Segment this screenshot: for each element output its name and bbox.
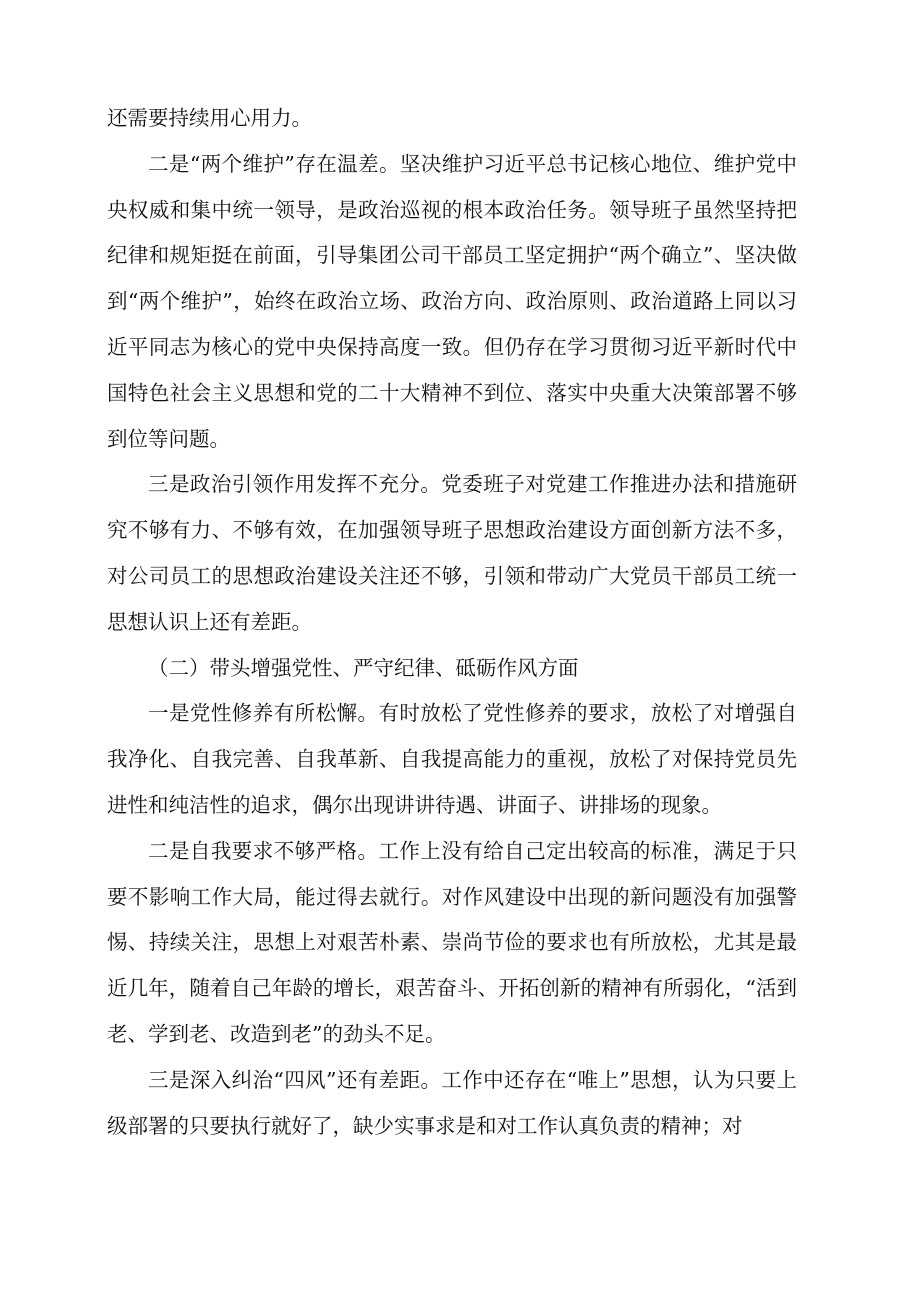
paragraph-continuation: 还需要持续用心用力。	[107, 106, 312, 130]
paragraph-four-winds: 三是深入纠治“四风”还有差距。工作中还存在“唯上”思想，认为只要上级部署的只要执行就好了，缺少实事求是和对工作认真负责的精神；对	[107, 1067, 797, 1138]
paragraph-political-leadership: 三是政治引领作用发挥不充分。党委班子对党建工作推进办法和措施研究不够有力、不够有效，在加强领导班子思想政治建设方面创新方法不多，对公司员工的思想政治建设关注还不够，引领和带动广大党员干部员工统一思想认识上还有差距。	[107, 472, 797, 634]
section-heading-two: （二）带头增强党性、严守纪律、砥砺作风方面	[148, 655, 579, 680]
paragraph-self-requirement: 二是自我要求不够严格。工作上没有给自己定出较高的标准，满足于只要不影响工作大局，能过得去就行。对作风建设中出现的新问题没有加强警惕、持续关注，思想上对艰苦朴素、崇尚节俭的要求也有所放松，尤其是最近几年，随着自己年龄的增长，艰苦奋斗、开拓创新的精神有所弱化，“活到老、学到老、改造到老”的劲头不足。	[107, 838, 797, 1046]
document-body	[107, 96, 797, 1149]
paragraph-two-maintenance: 二是“两个维护”存在温差。坚决维护习近平总书记核心地位、维护党中央权威和集中统一领导，是政治巡视的根本政治任务。领导班子虽然坚持把纪律和规矩挺在前面，引导集团公司干部员工坚定拥护“两个确立”、坚决做到“两个维护”，始终在政治立场、政治方向、政治原则、政治道路上同以习近平同志为核心的党中央保持高度一致。但仍存在学习贯彻习近平新时代中国特色社会主义思想和党的二十大精神不到位、落实中央重大决策部署不够到位等问题。	[107, 151, 797, 451]
paragraph-party-spirit: 一是党性修养有所松懈。有时放松了党性修养的要求，放松了对增强自我净化、自我完善、自我革新、自我提高能力的重视，放松了对保持党员先进性和纯洁性的追求，偶尔出现讲讲待遇、讲面子、讲排场的现象。	[107, 701, 797, 817]
